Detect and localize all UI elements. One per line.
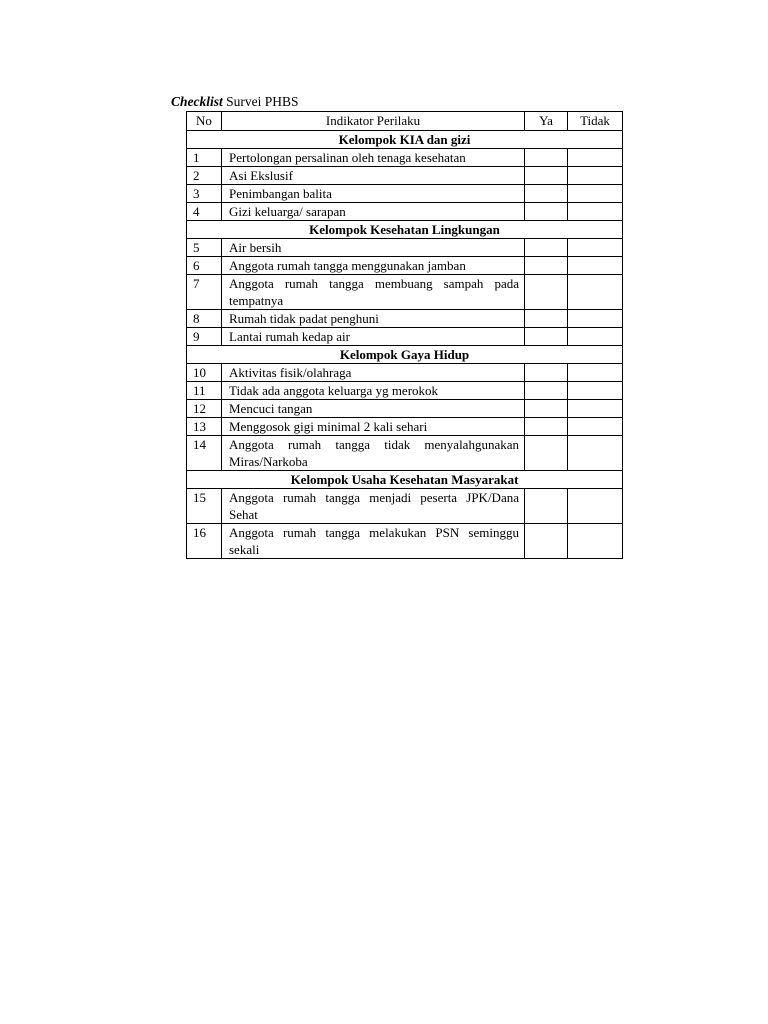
table-row xyxy=(187,257,623,275)
tidak-checkbox-cell[interactable] xyxy=(568,418,623,436)
table-row xyxy=(187,149,623,167)
indicator-text: Pertolongan persalinan oleh tenaga kesehatan xyxy=(222,149,525,167)
row-number: 16 xyxy=(187,524,222,559)
indicator-text: Lantai rumah kedap air xyxy=(222,328,525,346)
tidak-checkbox-cell[interactable] xyxy=(568,149,623,167)
header-tidak: Tidak xyxy=(568,112,623,131)
table-row xyxy=(187,185,623,203)
indicator-text: Asi Ekslusif xyxy=(222,167,525,185)
table-row xyxy=(187,203,623,221)
indicator-text: Air bersih xyxy=(222,239,525,257)
group-row xyxy=(187,131,623,149)
row-number: 8 xyxy=(187,310,222,328)
row-number: 6 xyxy=(187,257,222,275)
tidak-checkbox-cell[interactable] xyxy=(568,310,623,328)
indicator-text: Anggota rumah tangga membuang sampah pada tempatnya xyxy=(222,275,525,310)
table-row xyxy=(187,310,623,328)
indicator-text: Aktivitas fisik/olahraga xyxy=(222,364,525,382)
ya-checkbox-cell[interactable] xyxy=(525,364,568,382)
table-row xyxy=(187,400,623,418)
table-row xyxy=(187,382,623,400)
ya-checkbox-cell[interactable] xyxy=(525,167,568,185)
tidak-checkbox-cell[interactable] xyxy=(568,257,623,275)
indicator-text: Gizi keluarga/ sarapan xyxy=(222,203,525,221)
table-row xyxy=(187,275,623,310)
document-title xyxy=(171,94,299,110)
row-number: 2 xyxy=(187,167,222,185)
group-row xyxy=(187,221,623,239)
table-row xyxy=(187,524,623,559)
tidak-checkbox-cell[interactable] xyxy=(568,203,623,221)
indicator-text: Anggota rumah tangga menjadi peserta JPK/Dana Sehat xyxy=(222,489,525,524)
ya-checkbox-cell[interactable] xyxy=(525,436,568,471)
ya-checkbox-cell[interactable] xyxy=(525,382,568,400)
ya-checkbox-cell[interactable] xyxy=(525,275,568,310)
row-number: 11 xyxy=(187,382,222,400)
checklist-table xyxy=(186,111,623,559)
tidak-checkbox-cell[interactable] xyxy=(568,364,623,382)
title-rest: Survei PHBS xyxy=(222,94,299,109)
indicator-text: Tidak ada anggota keluarga yg merokok xyxy=(222,382,525,400)
row-number: 15 xyxy=(187,489,222,524)
table-row xyxy=(187,489,623,524)
ya-checkbox-cell[interactable] xyxy=(525,524,568,559)
table-row xyxy=(187,364,623,382)
ya-checkbox-cell[interactable] xyxy=(525,239,568,257)
tidak-checkbox-cell[interactable] xyxy=(568,524,623,559)
ya-checkbox-cell[interactable] xyxy=(525,489,568,524)
row-number: 1 xyxy=(187,149,222,167)
table-row xyxy=(187,239,623,257)
tidak-checkbox-cell[interactable] xyxy=(568,185,623,203)
header-ya: Ya xyxy=(525,112,568,131)
tidak-checkbox-cell[interactable] xyxy=(568,167,623,185)
ya-checkbox-cell[interactable] xyxy=(525,310,568,328)
row-number: 4 xyxy=(187,203,222,221)
table-row xyxy=(187,167,623,185)
row-number: 7 xyxy=(187,275,222,310)
indicator-text: Anggota rumah tangga melakukan PSN seminggu sekali xyxy=(222,524,525,559)
tidak-checkbox-cell[interactable] xyxy=(568,328,623,346)
row-number: 13 xyxy=(187,418,222,436)
row-number: 3 xyxy=(187,185,222,203)
ya-checkbox-cell[interactable] xyxy=(525,185,568,203)
tidak-checkbox-cell[interactable] xyxy=(568,489,623,524)
indicator-text: Menggosok gigi minimal 2 kali sehari xyxy=(222,418,525,436)
indicator-text: Mencuci tangan xyxy=(222,400,525,418)
indicator-text: Penimbangan balita xyxy=(222,185,525,203)
table-row xyxy=(187,328,623,346)
tidak-checkbox-cell[interactable] xyxy=(568,239,623,257)
indicator-text: Anggota rumah tangga tidak menyalahgunakan Miras/Narkoba xyxy=(222,436,525,471)
indicator-text: Anggota rumah tangga menggunakan jamban xyxy=(222,257,525,275)
ya-checkbox-cell[interactable] xyxy=(525,328,568,346)
group-heading: Kelompok KIA dan gizi xyxy=(187,131,623,149)
checklist-body xyxy=(187,131,623,559)
row-number: 5 xyxy=(187,239,222,257)
row-number: 12 xyxy=(187,400,222,418)
tidak-checkbox-cell[interactable] xyxy=(568,382,623,400)
row-number: 14 xyxy=(187,436,222,471)
ya-checkbox-cell[interactable] xyxy=(525,418,568,436)
tidak-checkbox-cell[interactable] xyxy=(568,436,623,471)
header-row xyxy=(187,112,623,131)
header-indicator: Indikator Perilaku xyxy=(222,112,525,131)
group-heading: Kelompok Kesehatan Lingkungan xyxy=(187,221,623,239)
indicator-text: Rumah tidak padat penghuni xyxy=(222,310,525,328)
ya-checkbox-cell[interactable] xyxy=(525,257,568,275)
table-row xyxy=(187,436,623,471)
ya-checkbox-cell[interactable] xyxy=(525,400,568,418)
row-number: 10 xyxy=(187,364,222,382)
row-number: 9 xyxy=(187,328,222,346)
ya-checkbox-cell[interactable] xyxy=(525,149,568,167)
tidak-checkbox-cell[interactable] xyxy=(568,275,623,310)
tidak-checkbox-cell[interactable] xyxy=(568,400,623,418)
group-row xyxy=(187,346,623,364)
title-italic: Checklist xyxy=(171,94,223,109)
group-heading: Kelompok Usaha Kesehatan Masyarakat xyxy=(187,471,623,489)
table-row xyxy=(187,418,623,436)
ya-checkbox-cell[interactable] xyxy=(525,203,568,221)
group-row xyxy=(187,471,623,489)
group-heading: Kelompok Gaya Hidup xyxy=(187,346,623,364)
header-no: No xyxy=(187,112,222,131)
